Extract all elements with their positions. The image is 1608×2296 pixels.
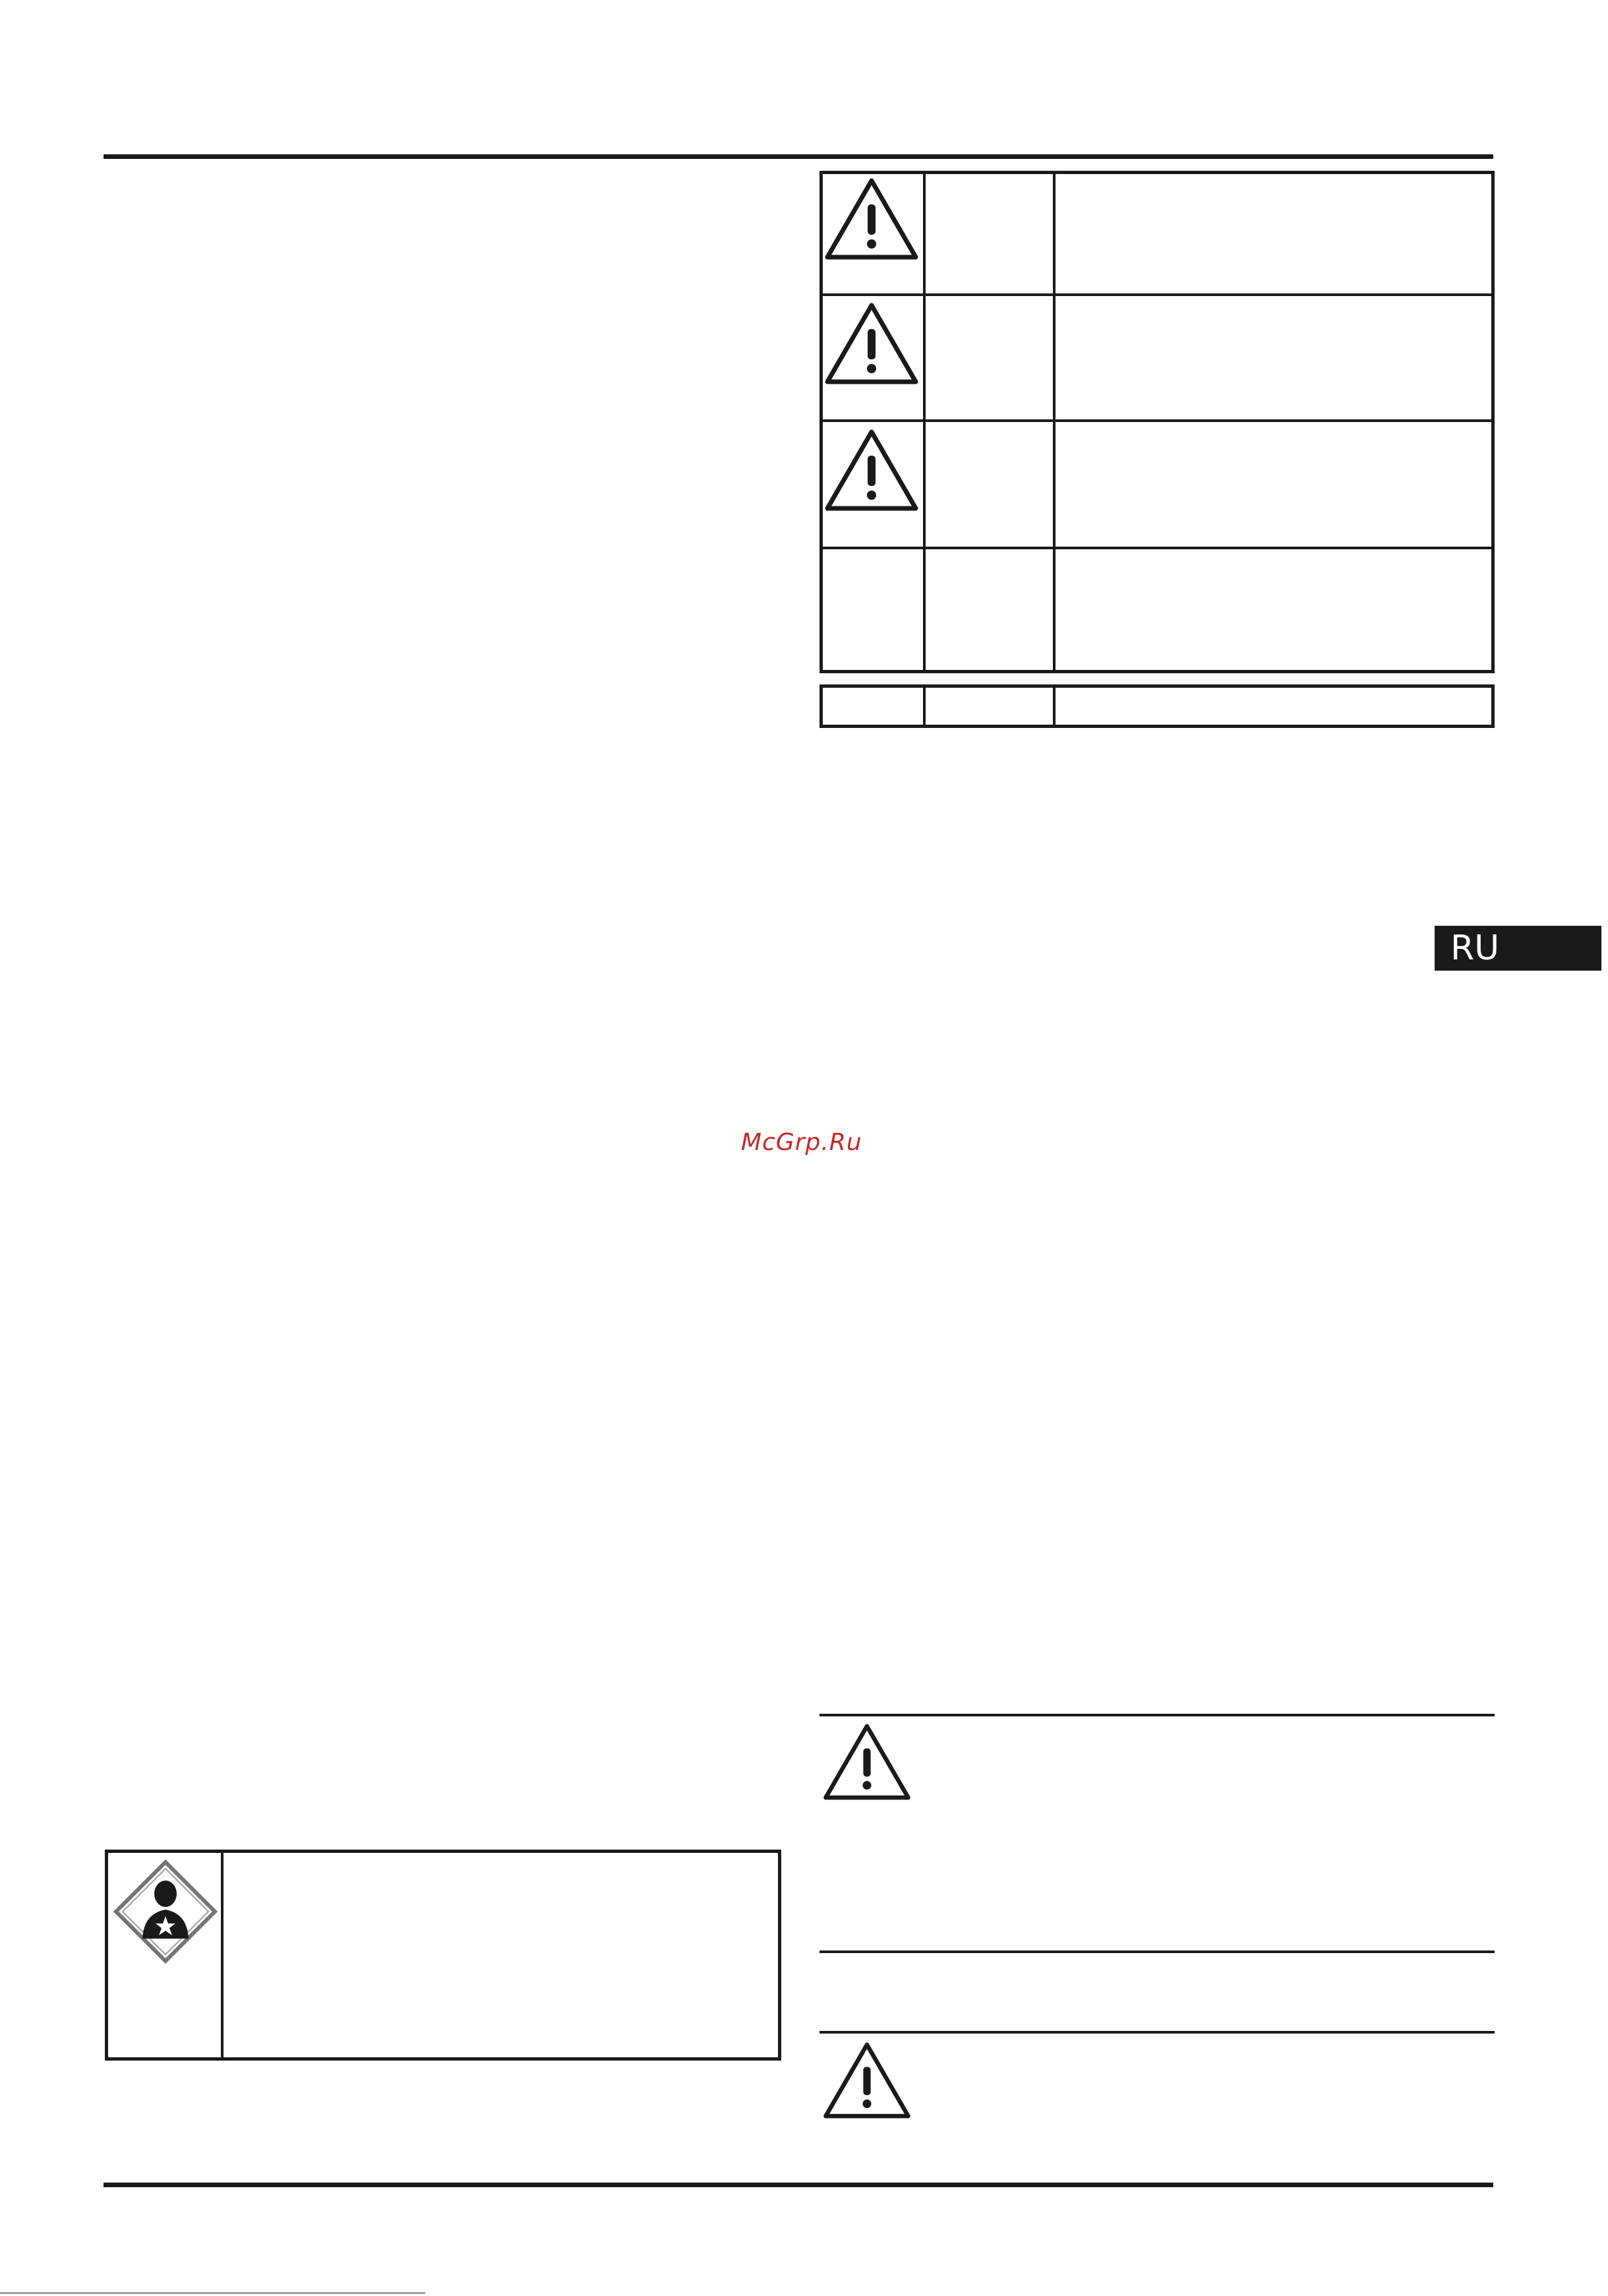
warning-block-2-top-rule xyxy=(819,2031,1495,2034)
info-row-table-frame xyxy=(819,684,1495,728)
warning-triangle-icon xyxy=(821,2039,913,2121)
scan-edge-line xyxy=(0,2292,425,2294)
info-row-divider-2 xyxy=(1053,684,1056,728)
warning-triangle-icon xyxy=(822,175,921,262)
info-row-divider-1 xyxy=(923,684,926,728)
table-row-divider-3 xyxy=(819,547,1495,549)
watermark: McGrp.Ru xyxy=(741,1129,862,1156)
health-hazard-box-divider xyxy=(221,1850,223,2061)
table-column-divider-1 xyxy=(923,171,926,673)
health-hazard-diamond-icon xyxy=(113,1859,218,1964)
warning-block-1-bottom-rule xyxy=(819,1950,1495,1953)
warning-block-1-top-rule xyxy=(819,1714,1495,1716)
top-rule xyxy=(104,154,1493,159)
warning-triangle-icon xyxy=(822,427,921,514)
bottom-rule xyxy=(104,2183,1493,2187)
warning-triangle-icon xyxy=(822,300,921,387)
table-column-divider-2 xyxy=(1053,171,1056,673)
language-tab: RU xyxy=(1435,926,1601,971)
warning-triangle-icon xyxy=(821,1721,913,1803)
table-row-divider-1 xyxy=(819,293,1495,296)
table-row-divider-2 xyxy=(819,419,1495,422)
